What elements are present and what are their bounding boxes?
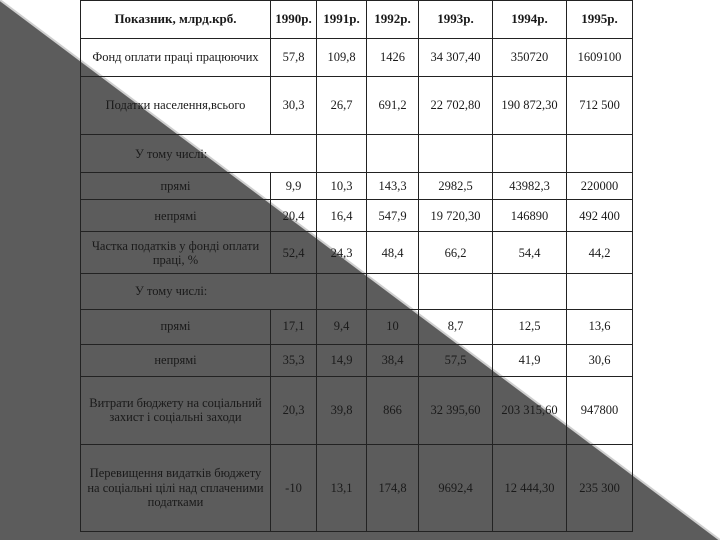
empty-cell — [567, 274, 633, 309]
row-label: Податки населення,всього — [81, 77, 271, 135]
header-year-1990: 1990р. — [271, 1, 317, 39]
cell-value: 48,4 — [367, 232, 419, 274]
row-label: прямі — [81, 173, 271, 200]
cell-value: 8,7 — [419, 309, 493, 344]
cell-value: 235 300 — [567, 444, 633, 531]
row-label: Фонд оплати праці працюючих — [81, 39, 271, 77]
cell-value: 32 395,60 — [419, 376, 493, 444]
cell-value: 34 307,40 — [419, 39, 493, 77]
cell-value: 22 702,80 — [419, 77, 493, 135]
empty-cell — [419, 135, 493, 173]
statistics-table-wrapper — [80, 0, 632, 532]
cell-value: 26,7 — [317, 77, 367, 135]
cell-value: 2982,5 — [419, 173, 493, 200]
cell-value: 1426 — [367, 39, 419, 77]
cell-value: 24,3 — [317, 232, 367, 274]
table-row — [81, 77, 633, 135]
header-year-1993: 1993р. — [419, 1, 493, 39]
cell-value: 712 500 — [567, 77, 633, 135]
cell-value: 17,1 — [271, 309, 317, 344]
cell-value: 66,2 — [419, 232, 493, 274]
header-row — [81, 1, 633, 39]
cell-value: 146890 — [493, 200, 567, 232]
cell-value: 174,8 — [367, 444, 419, 531]
table-row — [81, 376, 633, 444]
statistics-table — [80, 0, 633, 532]
cell-value: 866 — [367, 376, 419, 444]
cell-value: 52,4 — [271, 232, 317, 274]
cell-value: 19 720,30 — [419, 200, 493, 232]
cell-value: 190 872,30 — [493, 77, 567, 135]
table-row — [81, 444, 633, 531]
table-row — [81, 173, 633, 200]
cell-value: 20,3 — [271, 376, 317, 444]
cell-value: 109,8 — [317, 39, 367, 77]
cell-value: 9692,4 — [419, 444, 493, 531]
cell-value: 12 444,30 — [493, 444, 567, 531]
cell-value: 20,4 — [271, 200, 317, 232]
cell-value: 12,5 — [493, 309, 567, 344]
cell-value: 43982,3 — [493, 173, 567, 200]
cell-value: 38,4 — [367, 344, 419, 376]
row-label: непрямі — [81, 344, 271, 376]
cell-value: 203 315,60 — [493, 376, 567, 444]
table-row — [81, 232, 633, 274]
header-year-1995: 1995р. — [567, 1, 633, 39]
cell-value: 30,6 — [567, 344, 633, 376]
empty-cell — [367, 135, 419, 173]
section-label: У тому числі: — [81, 135, 317, 173]
empty-cell — [367, 274, 419, 309]
cell-value: 57,8 — [271, 39, 317, 77]
cell-value: 14,9 — [317, 344, 367, 376]
cell-value: 9,4 — [317, 309, 367, 344]
cell-value: 44,2 — [567, 232, 633, 274]
cell-value: 220000 — [567, 173, 633, 200]
empty-cell — [317, 135, 367, 173]
table-row — [81, 135, 633, 173]
cell-value: -10 — [271, 444, 317, 531]
row-label: Частка податків у фонді оплати праці, % — [81, 232, 271, 274]
cell-value: 947800 — [567, 376, 633, 444]
empty-cell — [493, 135, 567, 173]
row-label: Витрати бюджету на соціальний захист і соціальні заходи — [81, 376, 271, 444]
cell-value: 691,2 — [367, 77, 419, 135]
header-indicator: Показник, млрд.крб. — [81, 1, 271, 39]
section-label: У тому числі: — [81, 274, 317, 309]
header-year-1992: 1992р. — [367, 1, 419, 39]
cell-value: 39,8 — [317, 376, 367, 444]
cell-value: 492 400 — [567, 200, 633, 232]
table-row — [81, 309, 633, 344]
table-row — [81, 344, 633, 376]
cell-value: 41,9 — [493, 344, 567, 376]
cell-value: 10 — [367, 309, 419, 344]
cell-value: 547,9 — [367, 200, 419, 232]
cell-value: 350720 — [493, 39, 567, 77]
cell-value: 9,9 — [271, 173, 317, 200]
row-label: непрямі — [81, 200, 271, 232]
cell-value: 13,6 — [567, 309, 633, 344]
header-year-1994: 1994р. — [493, 1, 567, 39]
cell-value: 1609100 — [567, 39, 633, 77]
cell-value: 57,5 — [419, 344, 493, 376]
table-row — [81, 39, 633, 77]
empty-cell — [567, 135, 633, 173]
row-label: прямі — [81, 309, 271, 344]
cell-value: 13,1 — [317, 444, 367, 531]
cell-value: 143,3 — [367, 173, 419, 200]
empty-cell — [493, 274, 567, 309]
table-row — [81, 200, 633, 232]
empty-cell — [317, 274, 367, 309]
cell-value: 16,4 — [317, 200, 367, 232]
empty-cell — [419, 274, 493, 309]
row-label: Перевищення видатків бюджету на соціальні цілі над сплаченими податками — [81, 444, 271, 531]
cell-value: 54,4 — [493, 232, 567, 274]
cell-value: 10,3 — [317, 173, 367, 200]
header-year-1991: 1991р. — [317, 1, 367, 39]
cell-value: 30,3 — [271, 77, 317, 135]
table-row — [81, 274, 633, 309]
cell-value: 35,3 — [271, 344, 317, 376]
